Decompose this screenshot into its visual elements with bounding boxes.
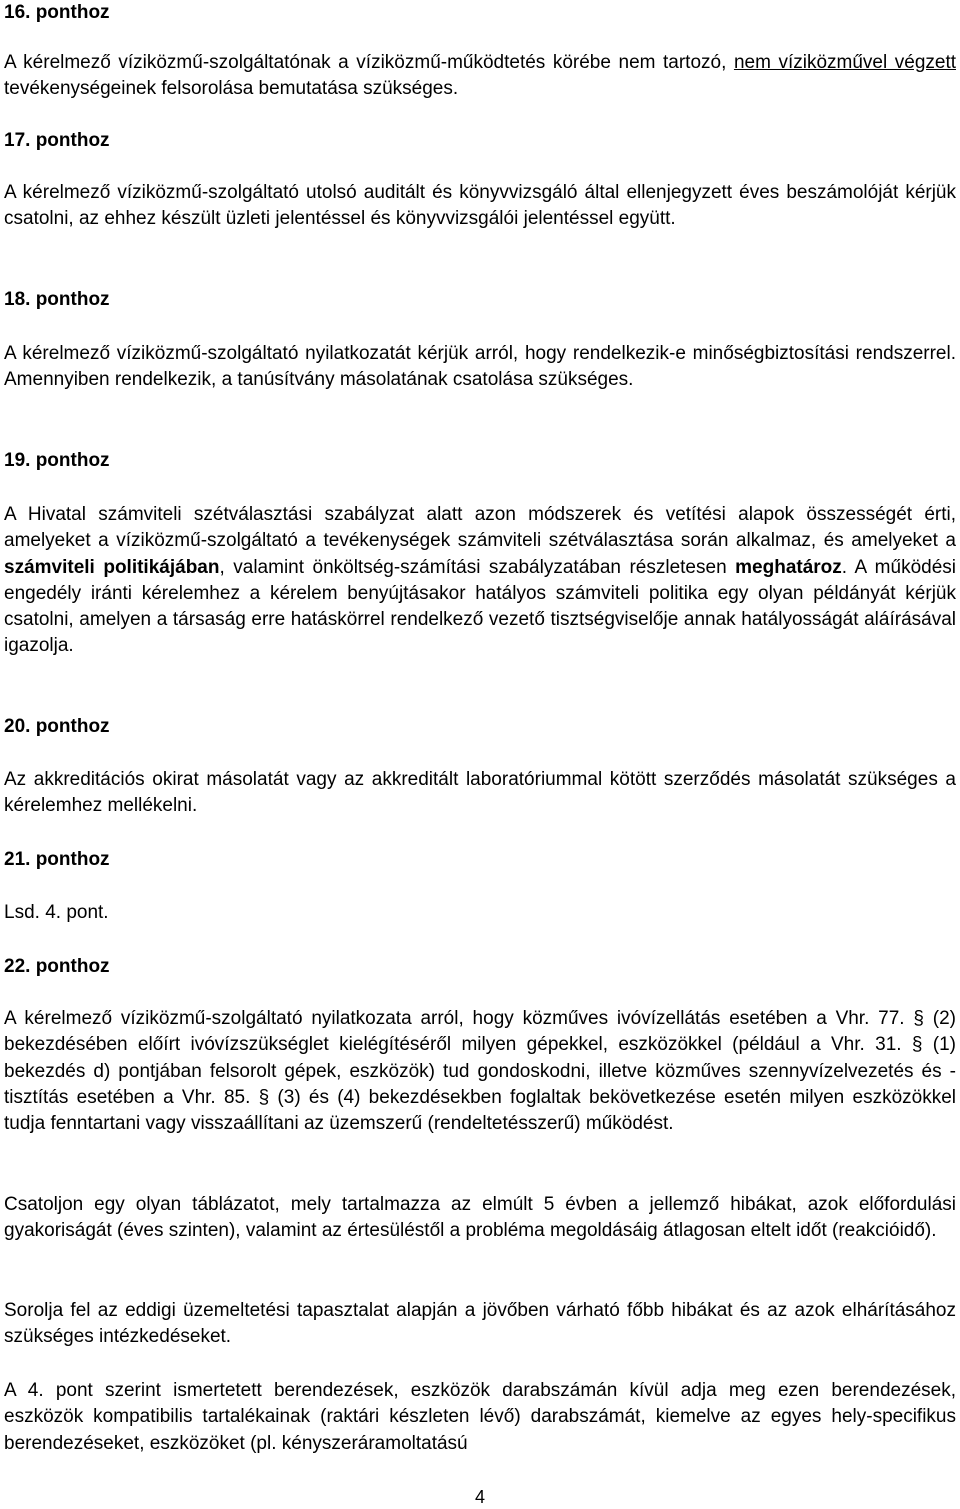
section-heading: 17. ponthoz bbox=[4, 130, 110, 151]
text-run: tevékenységeinek felsorolása bemutatása szükséges. bbox=[4, 78, 459, 100]
section-heading: 22. ponthoz bbox=[4, 956, 110, 977]
text-run: Sorolja fel az eddigi üzemeltetési tapasztalat alapján a jövőben várható főbb hibákat és az azok elhárításához szükséges intézkedéseket. bbox=[4, 1300, 956, 1348]
section-heading: 19. ponthoz bbox=[4, 450, 110, 471]
section-18-paragraph bbox=[4, 341, 956, 394]
text-run: A kérelmező víziközmű-szolgáltató nyilatkozatát kérjük arról, hogy rendelkezik-e minőségbiztosítási rendszerrel. Amennyiben rendelkezik, a tanúsítvány másolatának csatolása szükséges. bbox=[4, 343, 956, 391]
page-number: 4 bbox=[474, 1487, 485, 1507]
bold-text-run: meghatároz bbox=[735, 556, 842, 578]
section-20-paragraph bbox=[4, 767, 956, 820]
underlined-text-run: nem víziközművel végzett bbox=[733, 52, 957, 73]
bold-text-run: számviteli politikájában bbox=[4, 556, 220, 578]
text-run: A 4. pont szerint ismertetett berendezések, eszközök darabszámán kívül adja meg ezen berendezések, eszközök kompatibilis tartalékainak (raktári készleten lévő) darabszámát, kiemelve az egyes hely-specifikus berendezéseket, eszközöket (pl. kényszeráramoltatású bbox=[4, 1380, 956, 1454]
section-17-paragraph bbox=[4, 180, 956, 233]
section-16-paragraph bbox=[4, 50, 956, 103]
text-run: Lsd. 4. pont. bbox=[4, 902, 109, 923]
section-22-paragraph-3 bbox=[4, 1298, 956, 1351]
section-22-paragraph-2 bbox=[4, 1192, 956, 1245]
text-run: , valamint önköltség-számítási szabályzatában részletesen bbox=[219, 556, 736, 578]
section-heading: 18. ponthoz bbox=[4, 289, 110, 310]
section-21-paragraph bbox=[4, 900, 956, 926]
text-run: Az akkreditációs okirat másolatát vagy az akkreditált laboratóriummal kötött szerződés másolatát szükséges a kérelemhez mellékelni. bbox=[4, 769, 956, 817]
section-19-paragraph bbox=[4, 502, 956, 660]
text-run: A kérelmező víziközmű-szolgáltatónak a víziközmű-működtetés körébe nem tartozó, bbox=[4, 52, 734, 73]
text-run: A kérelmező víziközmű-szolgáltató utolsó auditált és könyvvizsgáló által ellenjegyzett éves beszámolóját kérjük csatolni, az ehhez készült üzleti jelentéssel és könyvvizsgálói jelentéssel együtt. bbox=[4, 182, 956, 230]
section-heading: 16. ponthoz bbox=[4, 2, 110, 23]
text-run: A kérelmező víziközmű-szolgáltató nyilatkozata arról, hogy közműves ivóvízellátás esetében a Vhr. 77. § (2) bekezdésében előírt ivóvízszükséglet kielégítéséről milyen gépekkel, eszközökkel (például a Vhr. 31. § (1) bekezdés d) pontjában felsorolt gépek, eszközök) tud gondoskodni, illetve közműves szennyvízelvezetés és -tisztítás esetében a Vhr. 85. § (3) és (4) bekezdésekben foglaltak bekövetkezése esetén milyen eszközökkel tudja fenntartani vagy visszaállítani az üzemszerű (rendeltetésszerű) működést. bbox=[4, 1008, 956, 1135]
text-run: . A működési engedély iránti kérelemhez a kérelem benyújtásakor hatályos számviteli politika egy olyan példányát kérjük csatolni, amelyen a társaság erre hatáskörrel rendelkező vezető tisztségviselője annak hatályosságát aláírásával igazolja. bbox=[4, 556, 956, 657]
text-run: A Hivatal számviteli szétválasztási szabályzat alatt azon módszerek és vetítési alapok összességét érti, amelyeket a víziközmű-szolgáltató a tevékenységek számviteli szétválasztása során alkalmaz, és amelyeket a bbox=[4, 504, 956, 552]
section-16 bbox=[4, 0, 956, 26]
section-heading: 20. ponthoz bbox=[4, 716, 110, 737]
section-22-paragraph-1 bbox=[4, 1006, 956, 1137]
section-22-paragraph-4 bbox=[4, 1378, 956, 1457]
text-run: Csatoljon egy olyan táblázatot, mely tartalmazza az elmúlt 5 évben a jellemző hibákat, azok előfordulási gyakoriságát (éves szinten), valamint az értesüléstől a probléma megoldásáig átlagosan eltelt időt (reakcióidő). bbox=[4, 1194, 956, 1242]
section-heading: 21. ponthoz bbox=[4, 849, 110, 870]
